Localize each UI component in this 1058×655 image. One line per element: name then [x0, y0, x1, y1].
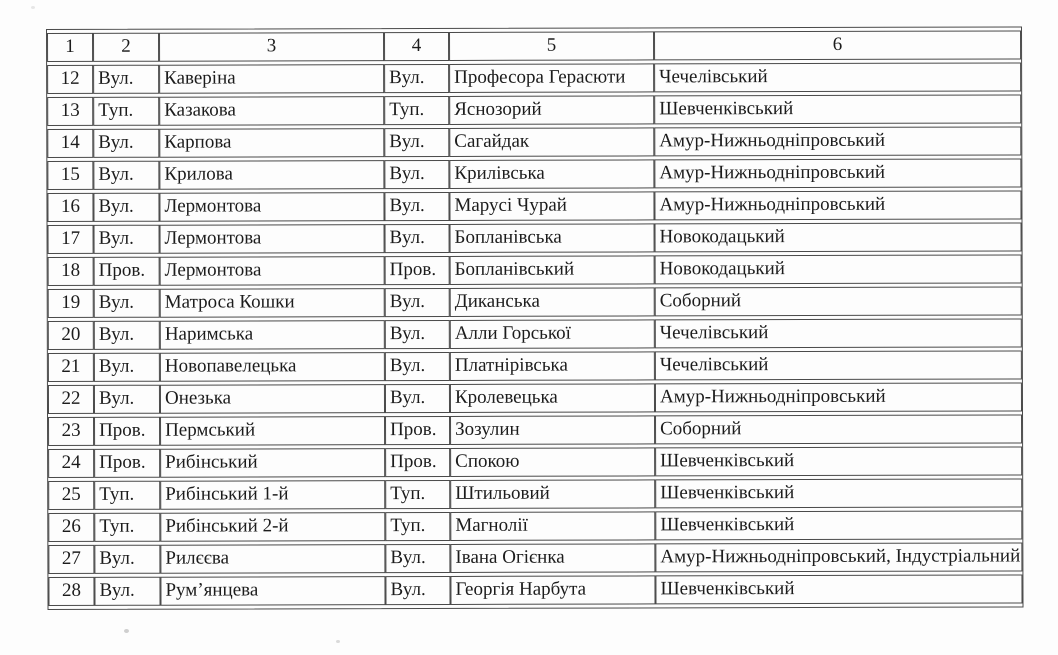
table-row: [47, 126, 1021, 158]
cell-row-number: 20: [48, 321, 94, 350]
table-row: [48, 414, 1022, 446]
cell-district: Амур-Нижньодніпровський, Індустріальний: [655, 542, 1022, 572]
column-header: 4: [384, 32, 449, 61]
cell-district: Шевченківський: [655, 510, 1022, 540]
column-header: 5: [449, 31, 654, 61]
cell-district: Соборний: [655, 286, 1022, 316]
column-header: 2: [93, 33, 159, 62]
cell-new-name: Штильовий: [450, 479, 655, 509]
cell-old-type: Вул.: [94, 289, 160, 318]
cell-old-type: Вул.: [94, 321, 160, 350]
cell-district: Соборний: [655, 414, 1022, 444]
cell-new-name: Яснозорий: [449, 95, 654, 125]
cell-district: Шевченківський: [655, 478, 1022, 508]
table-row: [48, 350, 1022, 382]
cell-new-name: Платнірівська: [450, 351, 655, 381]
scan-speck: [124, 629, 129, 633]
table-row: [47, 158, 1021, 190]
cell-new-name: Спокою: [450, 447, 655, 477]
table-row: [48, 542, 1022, 574]
cell-new-type: Вул.: [385, 320, 450, 349]
cell-new-type: Туп.: [385, 512, 450, 541]
cell-old-name: Рибінський 1-й: [160, 480, 385, 510]
cell-row-number: 16: [47, 193, 93, 222]
cell-old-name: Рум’янцева: [160, 576, 385, 606]
cell-old-type: Туп.: [94, 513, 160, 542]
cell-old-name: Рилєєва: [160, 544, 385, 574]
table-row: [48, 478, 1022, 510]
cell-district: Амур-Нижньодніпровський: [654, 158, 1021, 188]
cell-row-number: 19: [48, 289, 94, 318]
cell-old-type: Туп.: [93, 97, 159, 126]
column-header: 3: [159, 32, 384, 62]
cell-new-type: Вул.: [385, 288, 450, 317]
cell-old-name: Рибінський: [160, 448, 385, 478]
table-row: [47, 62, 1021, 94]
table-scan-area: [46, 26, 1024, 610]
cell-new-type: Туп.: [384, 96, 449, 125]
table-header-row: [47, 30, 1021, 62]
table-row: [48, 574, 1022, 606]
cell-district: Шевченківський: [655, 574, 1022, 604]
cell-old-type: Вул.: [94, 545, 160, 574]
cell-row-number: 17: [48, 225, 94, 254]
cell-district: Амур-Нижньодніпровський: [654, 190, 1021, 220]
cell-old-name: Рибінський 2-й: [160, 512, 385, 542]
cell-new-name: Георгія Нарбута: [450, 575, 655, 605]
cell-new-type: Вул.: [384, 192, 449, 221]
cell-district: Амур-Нижньодніпровський: [654, 126, 1021, 156]
cell-district: Новокодацький: [655, 254, 1022, 284]
cell-row-number: 15: [47, 161, 93, 190]
cell-old-name: Онезька: [160, 384, 385, 414]
cell-new-type: Туп.: [385, 480, 450, 509]
cell-old-name: Крилова: [159, 160, 384, 190]
cell-old-name: Казакова: [159, 96, 384, 126]
cell-row-number: 18: [48, 257, 94, 286]
cell-old-name: Лермонтова: [160, 224, 385, 254]
cell-new-type: Вул.: [385, 576, 450, 605]
cell-new-name: Бопланівський: [450, 255, 655, 285]
table-row: [47, 94, 1021, 126]
cell-old-type: Вул.: [93, 65, 159, 94]
cell-new-name: Сагайдак: [449, 127, 654, 157]
cell-old-name: Каверіна: [159, 64, 384, 94]
cell-row-number: 26: [48, 513, 94, 542]
cell-new-name: Марусі Чурай: [449, 191, 654, 221]
cell-old-type: Пров.: [94, 257, 160, 286]
cell-row-number: 12: [47, 65, 93, 94]
cell-new-type: Пров.: [385, 416, 450, 445]
cell-new-name: Бопланівська: [450, 223, 655, 253]
cell-district: Чечелівський: [655, 350, 1022, 380]
cell-new-name: Диканська: [450, 287, 655, 317]
cell-old-name: Новопавелецька: [160, 352, 385, 382]
column-header: 6: [654, 30, 1021, 60]
scan-speck: [336, 640, 340, 643]
cell-row-number: 23: [48, 417, 94, 446]
cell-new-name: Зозулин: [450, 415, 655, 445]
table-row: [47, 190, 1021, 222]
cell-old-type: Пров.: [94, 449, 160, 478]
cell-old-type: Вул.: [94, 385, 160, 414]
table-body: [47, 62, 1022, 606]
table-row: [48, 318, 1022, 350]
cell-district: Чечелівський: [655, 318, 1022, 348]
cell-old-name: Наримська: [160, 320, 385, 350]
cell-new-name: Івана Огієнка: [450, 543, 655, 573]
cell-new-type: Вул.: [384, 64, 449, 93]
cell-row-number: 25: [48, 481, 94, 510]
cell-old-type: Вул.: [94, 225, 160, 254]
table-row: [48, 222, 1022, 254]
cell-row-number: 27: [48, 545, 94, 574]
table-row: [48, 510, 1022, 542]
cell-new-name: Кролевецька: [450, 383, 655, 413]
cell-old-type: Туп.: [94, 481, 160, 510]
cell-new-name: Професора Герасюти: [449, 63, 654, 93]
cell-row-number: 22: [48, 385, 94, 414]
cell-old-name: Пермський: [160, 416, 385, 446]
cell-new-type: Вул.: [384, 128, 449, 157]
cell-row-number: 24: [48, 449, 94, 478]
cell-old-name: Лермонтова: [159, 192, 384, 222]
column-header: 1: [47, 33, 93, 62]
cell-new-type: Вул.: [385, 384, 450, 413]
cell-old-type: Пров.: [94, 417, 160, 446]
cell-old-type: Вул.: [94, 353, 160, 382]
cell-old-name: Лермонтова: [160, 256, 385, 286]
cell-old-name: Матроса Кошки: [160, 288, 385, 318]
cell-new-type: Вул.: [385, 224, 450, 253]
cell-row-number: 21: [48, 353, 94, 382]
cell-district: Шевченківський: [654, 94, 1021, 124]
cell-new-type: Пров.: [385, 448, 450, 477]
cell-new-name: Алли Горської: [450, 319, 655, 349]
cell-old-type: Вул.: [93, 129, 159, 158]
cell-new-name: Магнолії: [450, 511, 655, 541]
table-row: [48, 254, 1022, 286]
cell-district: Амур-Нижньодніпровський: [655, 382, 1022, 412]
cell-row-number: 13: [47, 97, 93, 126]
cell-new-type: Вул.: [385, 544, 450, 573]
cell-old-type: Вул.: [93, 161, 159, 190]
cell-old-name: Карпова: [159, 128, 384, 158]
cell-row-number: 28: [48, 577, 94, 606]
cell-old-type: Вул.: [93, 193, 159, 222]
cell-new-type: Пров.: [385, 256, 450, 285]
cell-district: Чечелівський: [654, 62, 1021, 92]
table-row: [48, 446, 1022, 478]
cell-new-type: Вул.: [384, 160, 449, 189]
street-renaming-table: [46, 26, 1024, 610]
table-row: [48, 382, 1022, 414]
table-row: [48, 286, 1022, 318]
scan-speck: [31, 6, 35, 9]
cell-new-name: Крилівська: [449, 159, 654, 189]
cell-old-type: Вул.: [94, 577, 160, 606]
cell-new-type: Вул.: [385, 352, 450, 381]
cell-district: Шевченківський: [655, 446, 1022, 476]
cell-row-number: 14: [47, 129, 93, 158]
cell-district: Новокодацький: [655, 222, 1022, 252]
